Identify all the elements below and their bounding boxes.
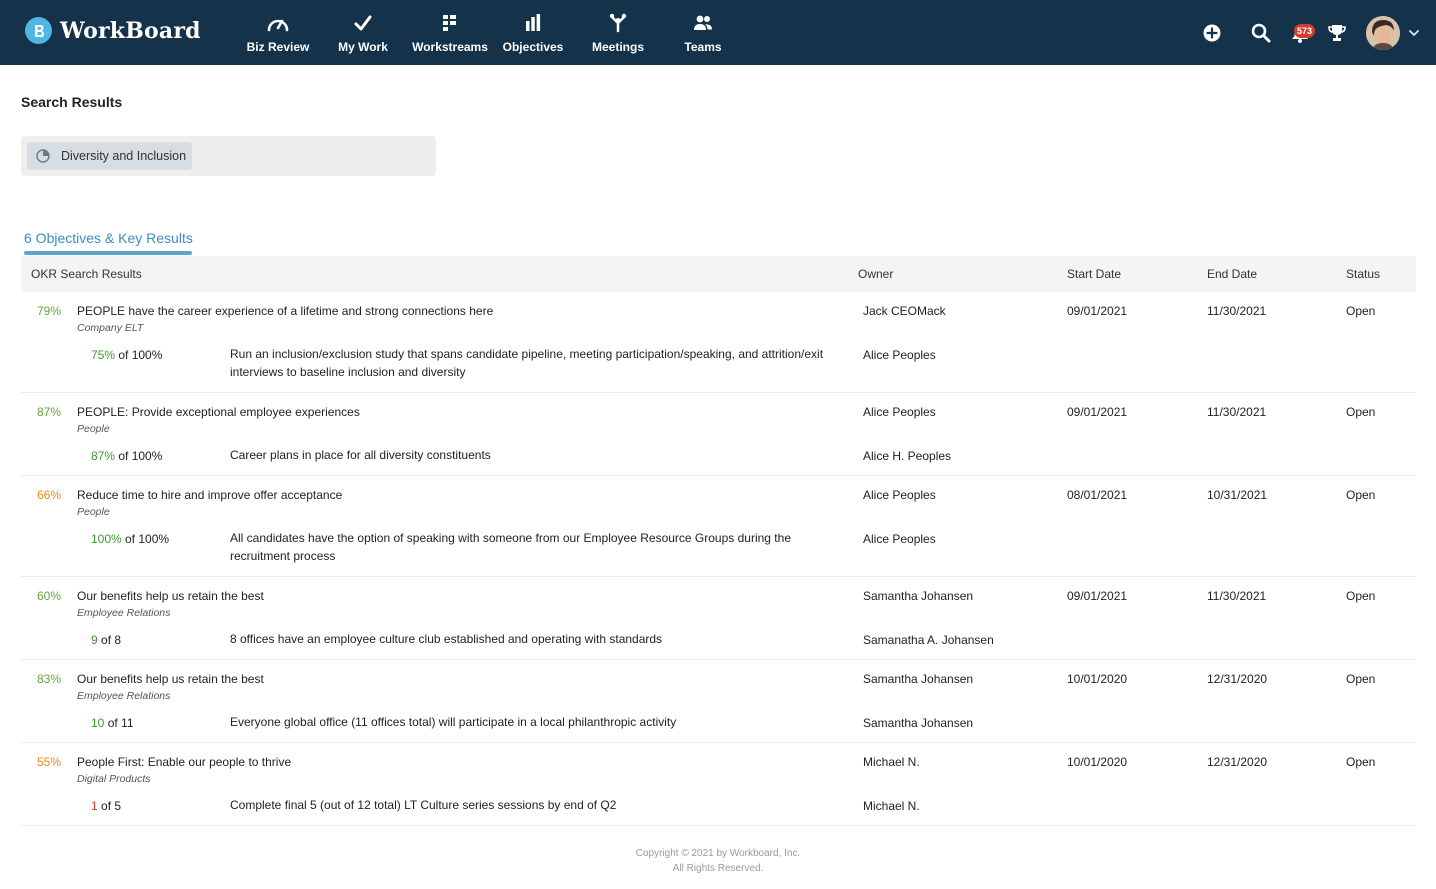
column-header-status[interactable]: Status <box>1346 267 1381 281</box>
page-title: Search Results <box>21 94 123 110</box>
end-date: 11/30/2021 <box>1207 589 1267 603</box>
key-result-title[interactable]: 8 offices have an employee culture club established and operating with standards <box>230 632 663 646</box>
status: Open <box>1346 304 1376 318</box>
objective-title[interactable]: Our benefits help us retain the best <box>77 589 264 603</box>
end-date: 11/30/2021 <box>1207 405 1267 419</box>
key-result-title[interactable]: Complete final 5 (out of 12 total) LT Culture series sessions by end of Q2 <box>230 798 617 812</box>
nav-label: Workstreams <box>412 40 488 54</box>
nav-label: My Work <box>338 40 388 54</box>
kr-value: 100% <box>91 532 122 546</box>
status: Open <box>1346 488 1376 502</box>
objective-owner: Jack CEOMack <box>863 304 946 318</box>
objective-team: People <box>77 506 110 518</box>
column-header-end-date[interactable]: End Date <box>1207 267 1258 281</box>
kr-target: of 100% <box>121 532 170 546</box>
brand-name: WorkBoard <box>60 17 201 44</box>
gauge-icon <box>266 12 290 34</box>
nav-label: Teams <box>684 40 722 54</box>
table-header <box>21 256 1416 292</box>
kr-value: 75% <box>91 348 116 362</box>
nav-label: Meetings <box>591 40 644 54</box>
key-result-owner: Michael N. <box>863 799 920 813</box>
key-result-title[interactable]: Run an inclusion/exclusion study that spans candidate pipeline, meeting participation/speaking, and attrition/exit interviews to baseline inclusion and diversity <box>230 347 824 379</box>
search-icon[interactable] <box>1250 22 1272 44</box>
kr-target: of 8 <box>97 633 122 647</box>
start-date: 09/01/2021 <box>1067 405 1128 419</box>
nav-teams[interactable] <box>658 12 748 54</box>
column-header-owner[interactable]: Owner <box>858 267 894 281</box>
objective-title[interactable]: PEOPLE: Provide exceptional employee experiences <box>77 405 360 419</box>
end-date: 12/31/2020 <box>1207 672 1268 686</box>
end-date: 10/31/2021 <box>1207 488 1268 502</box>
objective-title[interactable]: PEOPLE have the career experience of a lifetime and strong connections here <box>77 304 494 318</box>
column-header-start-date[interactable]: Start Date <box>1067 267 1122 281</box>
status: Open <box>1346 589 1376 603</box>
status: Open <box>1346 672 1376 686</box>
objective-progress: 60% <box>37 589 62 603</box>
key-result-progress <box>91 532 169 546</box>
trophy-icon[interactable] <box>1326 22 1348 44</box>
key-result-progress <box>91 348 162 362</box>
objective-team: Employee Relations <box>77 607 171 619</box>
okr-row <box>21 577 1416 660</box>
start-date: 08/01/2021 <box>1067 488 1128 502</box>
objective-team: People <box>77 423 110 435</box>
okr-row <box>21 660 1416 743</box>
nav-label: Objectives <box>502 40 564 54</box>
objective-title[interactable]: Reduce time to hire and improve offer acceptance <box>77 488 343 502</box>
bar-chart-icon <box>522 12 544 34</box>
key-result-progress <box>91 799 121 813</box>
search-filter-box[interactable] <box>21 136 436 176</box>
objective-team: Digital Products <box>77 773 151 785</box>
column-header-name: OKR Search Results <box>31 267 142 281</box>
start-date: 10/01/2020 <box>1067 755 1128 769</box>
filter-chip[interactable] <box>27 142 192 170</box>
footer-rights: All Rights Reserved. <box>672 863 764 874</box>
workstreams-icon <box>439 12 461 34</box>
okr-row <box>21 743 1416 826</box>
user-avatar[interactable] <box>1366 16 1400 50</box>
objective-progress: 66% <box>37 488 62 502</box>
meetings-icon <box>607 12 629 34</box>
check-icon <box>352 12 374 34</box>
nav-label: Biz Review <box>246 40 310 54</box>
objective-pie-icon <box>35 148 51 164</box>
objective-progress: 87% <box>37 405 62 419</box>
nav-workstreams[interactable] <box>405 12 495 54</box>
start-date: 10/01/2020 <box>1067 672 1128 686</box>
avatar-portrait-icon <box>1366 16 1400 50</box>
tab-objectives-key-results[interactable]: 6 Objectives & Key Results <box>24 230 193 246</box>
kr-target: of 11 <box>104 716 134 730</box>
key-result-title[interactable]: All candidates have the option of speaking with someone from our Employee Resource Groups during the recruitment process <box>230 531 791 563</box>
start-date: 09/01/2021 <box>1067 304 1128 318</box>
filter-chip-label: Diversity and Inclusion <box>61 149 187 163</box>
key-result-owner: Alice Peoples <box>863 532 936 546</box>
nav-meetings[interactable] <box>573 12 663 54</box>
objective-owner: Alice Peoples <box>863 405 936 419</box>
status: Open <box>1346 405 1376 419</box>
key-result-title[interactable]: Career plans in place for all diversity constituents <box>230 448 491 462</box>
key-result-progress <box>91 716 134 730</box>
objective-progress: 79% <box>37 304 62 318</box>
okr-row <box>21 476 1416 577</box>
nav-my-work[interactable] <box>318 12 408 54</box>
objective-team: Company ELT <box>77 322 144 334</box>
key-result-owner: Alice H. Peoples <box>863 449 952 463</box>
key-result-progress <box>91 449 162 463</box>
kr-value: 1 <box>91 799 98 813</box>
objective-owner: Alice Peoples <box>863 488 936 502</box>
chevron-down-icon[interactable] <box>1407 26 1421 40</box>
kr-target: of 100% <box>115 348 163 362</box>
start-date: 09/01/2021 <box>1067 589 1128 603</box>
active-tab-indicator <box>24 251 192 255</box>
key-result-title[interactable]: Everyone global office (11 offices total) will participate in a local philanthropic activity <box>230 715 677 729</box>
top-navigation-bar <box>0 0 1436 65</box>
objective-owner: Samantha Johansen <box>863 589 974 603</box>
notification-count-badge: 573 <box>1294 24 1315 38</box>
objective-progress: 83% <box>37 672 62 686</box>
footer-copyright: Copyright © 2021 by Workboard, Inc. <box>635 848 801 859</box>
end-date: 12/31/2020 <box>1207 755 1268 769</box>
kr-target: of 100% <box>115 449 163 463</box>
objective-progress: 55% <box>37 755 62 769</box>
nav-biz-review[interactable] <box>233 12 323 54</box>
kr-value: 10 <box>91 716 105 730</box>
add-icon[interactable] <box>1201 22 1223 44</box>
objective-owner: Samantha Johansen <box>863 672 974 686</box>
okr-row <box>21 393 1416 476</box>
objective-title[interactable]: Our benefits help us retain the best <box>77 672 264 686</box>
kr-value: 9 <box>91 633 98 647</box>
kr-value: 87% <box>91 449 116 463</box>
objective-team: Employee Relations <box>77 690 171 702</box>
key-result-owner: Alice Peoples <box>863 348 936 362</box>
nav-objectives[interactable] <box>488 12 578 54</box>
objective-owner: Michael N. <box>863 755 920 769</box>
okr-row <box>21 292 1416 393</box>
end-date: 11/30/2021 <box>1207 304 1267 318</box>
status: Open <box>1346 755 1376 769</box>
key-result-progress <box>91 633 121 647</box>
key-result-owner: Samanatha A. Johansen <box>863 633 994 647</box>
kr-target: of 5 <box>97 799 122 813</box>
teams-icon <box>692 12 714 34</box>
objective-title[interactable]: People First: Enable our people to thrive <box>77 755 292 769</box>
key-result-owner: Samantha Johansen <box>863 716 974 730</box>
